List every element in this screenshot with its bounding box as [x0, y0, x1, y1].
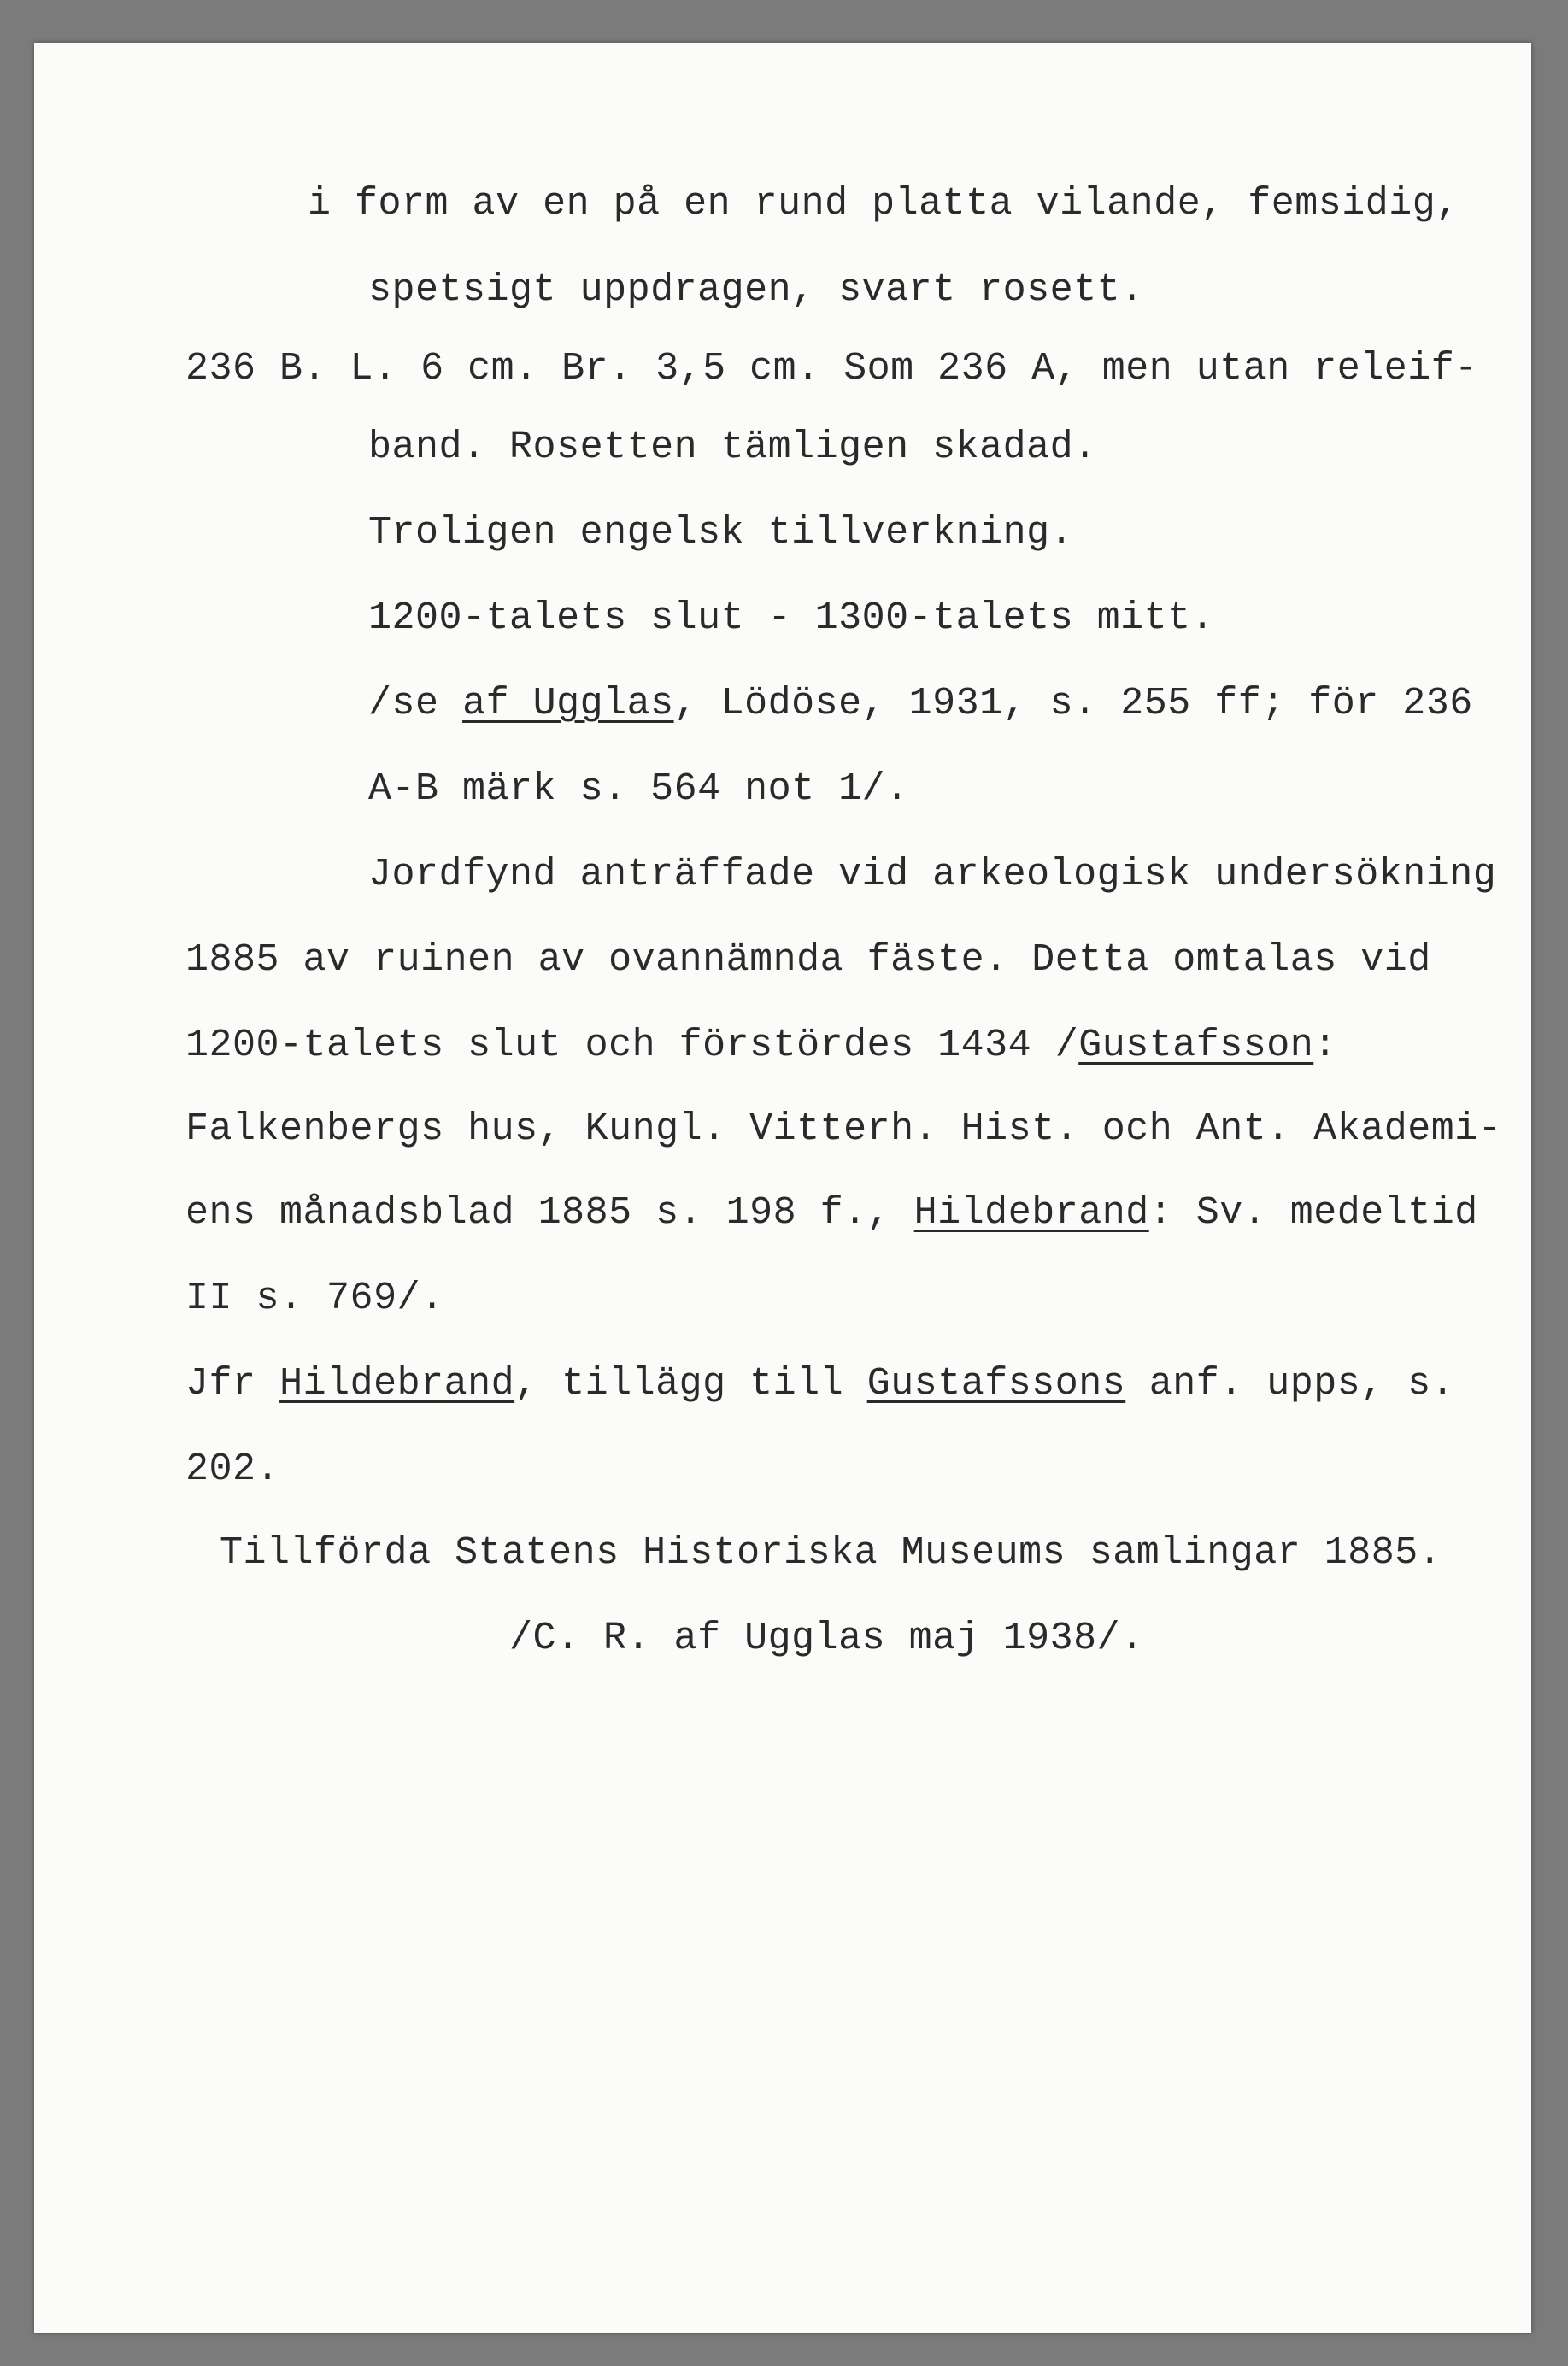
- text-line-15: [91, 1312, 1454, 1456]
- text-segment: Jfr: [185, 1362, 280, 1406]
- text-segment: , tillägg till: [514, 1362, 867, 1406]
- text-segment: Troligen engelsk tillverkning.: [368, 511, 1074, 555]
- catalog-card: [34, 43, 1531, 2333]
- author-reference: af Ugglas: [462, 682, 674, 725]
- author-reference: Gustafsson: [1078, 1024, 1314, 1067]
- text-segment: 1200-talets slut och förstördes 1434 /: [185, 1024, 1079, 1067]
- text-segment: Tillförda Statens Historiska Museums samlingar 1885.: [220, 1531, 1442, 1575]
- text-segment: Falkenbergs hus, Kungl. Vitterh. Hist. och Ant. Akademi-: [185, 1107, 1502, 1151]
- text-segment: Jordfynd anträffade vid arkeologisk undersökning: [368, 853, 1497, 896]
- text-segment: 202.: [185, 1447, 280, 1491]
- author-reference: Hildebrand: [913, 1191, 1149, 1235]
- author-reference: Gustafssons: [866, 1362, 1126, 1406]
- text-segment: 236 B. L. 6 cm. Br. 3,5 cm. Som 236 A, men utan releif-: [185, 347, 1478, 390]
- text-segment: band. Rosetten tämligen skadad.: [368, 426, 1097, 469]
- text-segment: anf. upps, s.: [1125, 1362, 1455, 1406]
- text-segment: /se: [368, 682, 463, 725]
- text-segment: II s. 769/.: [185, 1277, 444, 1320]
- signature-line: /C. R. af Ugglas maj 1938/.: [509, 1617, 1144, 1660]
- text-segment: : Sv. medeltid: [1148, 1191, 1478, 1235]
- text-segment: ens månadsblad 1885 s. 198 f.,: [185, 1191, 914, 1235]
- text-segment: i form av en på en rund platta vilande, femsidig,: [308, 182, 1459, 226]
- author-reference: Hildebrand: [279, 1362, 515, 1406]
- text-segment: 1885 av ruinen av ovannämnda fäste. Detta omtalas vid: [185, 938, 1431, 982]
- text-segment: , Lödöse, 1931, s. 255 ff; för 236: [673, 682, 1473, 725]
- text-segment: A-B märk s. 564 not 1/.: [368, 767, 909, 811]
- text-segment: 1200-talets slut - 1300-talets mitt.: [368, 596, 1215, 640]
- text-segment: :: [1313, 1024, 1337, 1067]
- text-segment: spetsigt uppdragen, svart rosett.: [368, 268, 1144, 312]
- text-line-18: [415, 1567, 1144, 1711]
